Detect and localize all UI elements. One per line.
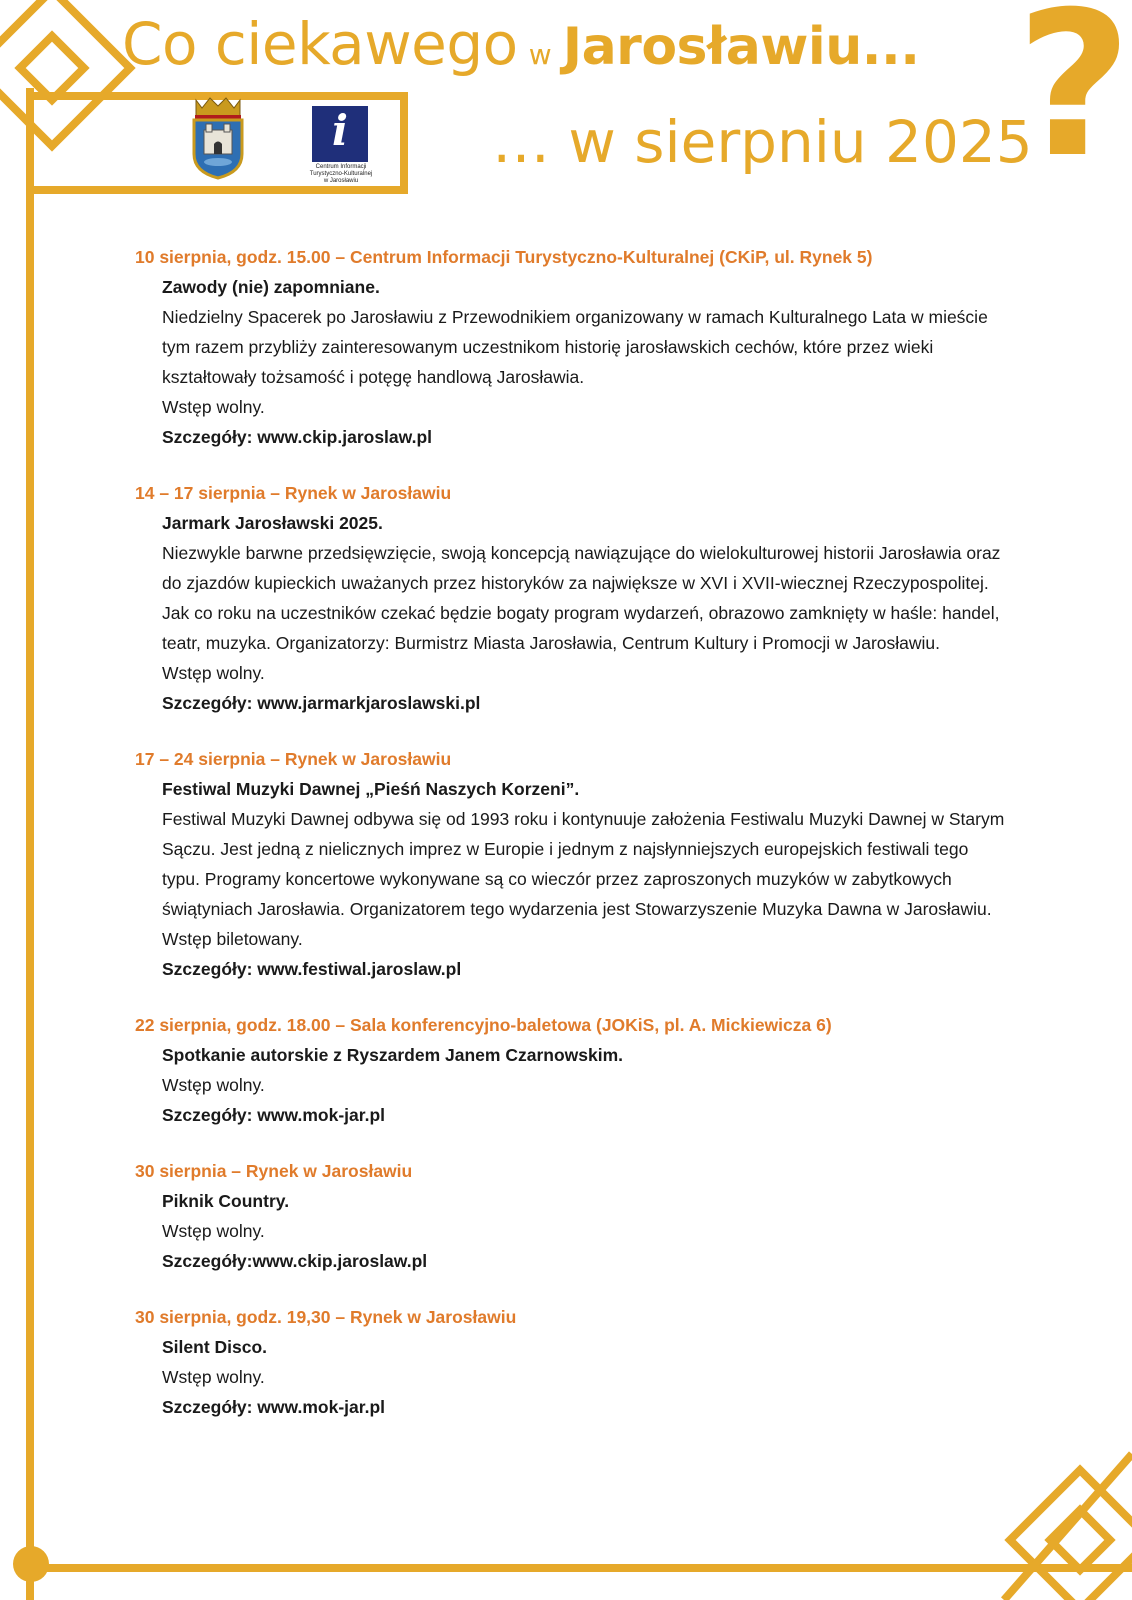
events-list xyxy=(135,242,1005,1448)
event-title: Zawody (nie) zapomniane. xyxy=(162,277,380,297)
event-entry: Wstęp biletowany. xyxy=(162,929,303,949)
event-item xyxy=(135,1010,1005,1130)
event-item xyxy=(135,478,1005,718)
event-details: Szczegóły: www.jarmarkjaroslawski.pl xyxy=(162,693,481,713)
jaroslaw-coat-of-arms-icon xyxy=(188,96,248,180)
tourist-information-logo xyxy=(308,104,374,188)
title-city-text: Jarosławiu... xyxy=(562,17,920,77)
title-main-text: Co ciekawego xyxy=(122,10,518,78)
event-details: Szczegóły: www.mok-jar.pl xyxy=(162,1397,386,1417)
event-details: Szczegóły: www.mok-jar.pl xyxy=(162,1105,386,1125)
event-header: 30 sierpnia, godz. 19,30 – Rynek w Jarosławiu xyxy=(135,1307,517,1327)
event-details: Szczegóły: www.ckip.jaroslaw.pl xyxy=(162,427,433,447)
event-title: Jarmark Jarosławski 2025. xyxy=(162,513,383,533)
event-entry: Wstęp wolny. xyxy=(162,1221,265,1241)
page-title xyxy=(122,10,920,78)
event-header: 17 – 24 sierpnia – Rynek w Jarosławiu xyxy=(135,749,452,769)
event-header: 10 sierpnia, godz. 15.00 – Centrum Informacji Turystyczno-Kulturalnej (CKiP, ul. Rynek 5) xyxy=(135,247,873,267)
event-item xyxy=(135,1302,1005,1422)
event-item xyxy=(135,1156,1005,1276)
info-icon xyxy=(312,106,368,162)
event-header: 30 sierpnia – Rynek w Jarosławiu xyxy=(135,1161,413,1181)
event-title: Festiwal Muzyki Dawnej „Pieśń Naszych Korzeni”. xyxy=(162,779,580,799)
event-details: Szczegóły:www.ckip.jaroslaw.pl xyxy=(162,1251,428,1271)
page-subtitle: … w sierpniu 2025 xyxy=(492,108,1033,176)
event-entry: Wstęp wolny. xyxy=(162,663,265,683)
title-w-text: w xyxy=(528,38,552,71)
info-letter: i xyxy=(332,106,348,155)
event-header: 14 – 17 sierpnia – Rynek w Jarosławiu xyxy=(135,483,452,503)
question-mark-decoration: ? xyxy=(1016,0,1132,202)
event-item xyxy=(135,242,1005,452)
event-title: Piknik Country. xyxy=(162,1191,290,1211)
event-title: Silent Disco. xyxy=(162,1337,268,1357)
event-entry: Wstęp wolny. xyxy=(162,1075,265,1095)
event-header: 22 sierpnia, godz. 18.00 – Sala konferencyjno-baletowa (JOKiS, pl. A. Mickiewicza 6) xyxy=(135,1015,832,1035)
event-entry: Wstęp wolny. xyxy=(162,1367,265,1387)
event-description: Niedzielny Spacerek po Jarosławiu z Przewodnikiem organizowany w ramach Kulturalnego Lata w mieście tym razem przybliży zainteresowanym uczestnikom historię jarosławskich cechów, które przez wieki kształtowały tożsamość i potęgę handlową Jarosławia. xyxy=(162,307,988,387)
event-entry: Wstęp wolny. xyxy=(162,397,265,417)
event-item xyxy=(135,744,1005,984)
event-description: Festiwal Muzyki Dawnej odbywa się od 1993 roku i kontynuuje założenia Festiwalu Muzyki Dawnej w Starym Sączu. Jest jedną z nielicznych imprez w Europie i jednym z najsłynniejszych europejskich festiwali tego typu. Programy koncertowe wykonywane są co wieczór przez zaproszonych muzyków w zabytkowych świątyniach Jarosławia. Organizatorem tego wydarzenia jest Stowarzyszenie Muzyka Dawna w Jarosławiu. xyxy=(162,809,1005,919)
event-title: Spotkanie autorskie z Ryszardem Janem Czarnowskim. xyxy=(162,1045,623,1065)
event-details: Szczegóły: www.festiwal.jaroslaw.pl xyxy=(162,959,462,979)
info-logo-caption: Centrum Informacji Turystyczno-Kulturalnej w Jarosławiu xyxy=(309,164,373,184)
event-description: Niezwykle barwne przedsięwzięcie, swoją koncepcją nawiązujące do wielokulturowej historii Jarosławia oraz do zjazdów kupieckich uważanych przez historyków za największe w XVI i XVII-wiecznej Rzeczypospolitej. Jak co roku na uczestników czekać będzie bogaty program wydarzeń, obrazowo zamknięty w haśle: handel, teatr, muzyka. Organizatorzy: Burmistrz Miasta Jarosławia, Centrum Kultury i Promocji w Jarosławiu. xyxy=(162,543,1001,653)
